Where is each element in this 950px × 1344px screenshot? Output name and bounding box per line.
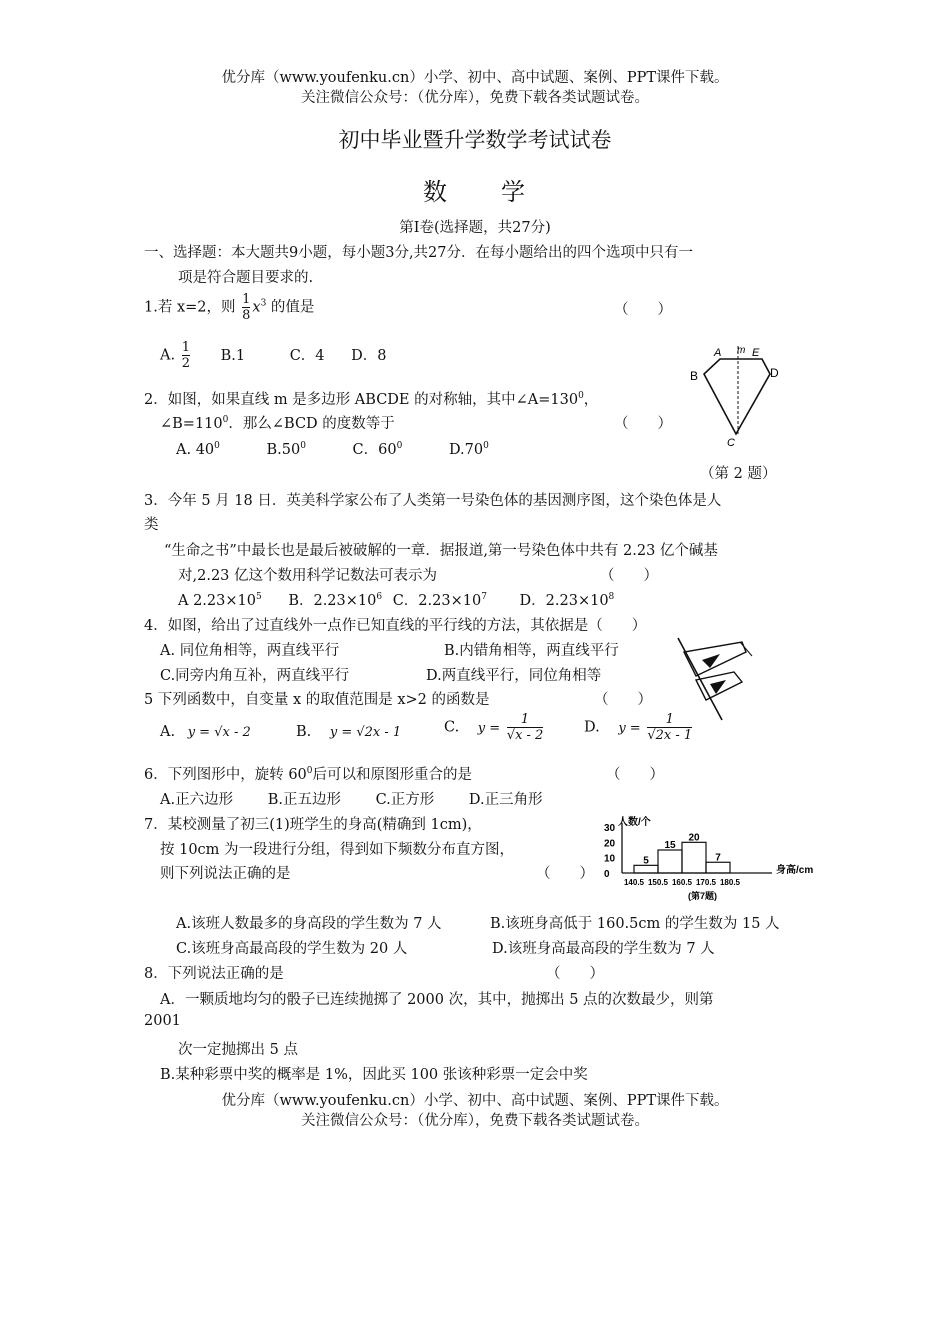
footer-line-2: 关注微信公众号：（优分库），免费下载各类试题试卷。 xyxy=(301,1113,649,1129)
question-7-line-3: 则下列说法正确的是 xyxy=(160,866,291,882)
q4-option-a: A. 同位角相等，两直线平行 xyxy=(160,643,340,659)
y-tick-label: 0 xyxy=(604,869,610,880)
q7-option-d: D.该班身高最高段的学生数为 7 人 xyxy=(492,941,715,957)
q3-options xyxy=(178,589,614,610)
x-tick-label: 180.5 xyxy=(719,878,741,887)
label-d: D xyxy=(770,366,779,380)
q6-answer-paren: （ ） xyxy=(606,767,664,783)
q6-option-d: D.正三角形 xyxy=(468,792,543,808)
q2-option-a: A. $40^0$ xyxy=(176,441,220,458)
x-tick-label: 160.5 xyxy=(671,878,693,887)
y-tick-label: 10 xyxy=(604,853,616,865)
q1-frac-num: 1 xyxy=(242,292,251,307)
q1-answer-paren: （ ） xyxy=(614,302,672,318)
histogram-bar xyxy=(706,862,730,873)
q8-option-a-line-3: 次一定抛掷出 5 点 xyxy=(178,1042,298,1058)
q5-option-a-expr: y = √x - 2 xyxy=(187,725,251,740)
q2-figure-caption: （第 2 题） xyxy=(700,466,777,482)
q1-prefix: 1.若 x=2，则 xyxy=(144,299,236,316)
q6-option-a: A.正六边形 xyxy=(160,792,234,808)
label-b: B xyxy=(690,369,699,383)
q2-line2-a: ∠B=110 xyxy=(160,416,223,432)
chart-caption: (第7题) xyxy=(688,891,717,901)
q1-frac-den: 8 xyxy=(242,308,251,323)
q5-option-b-label: B. xyxy=(296,724,312,740)
question-6-line-1 xyxy=(144,763,472,784)
page-title: 初中毕业暨升学数学考试试卷 xyxy=(338,128,612,152)
q5-answer-paren: （ ） xyxy=(594,692,652,708)
bar-value-label: 15 xyxy=(664,840,676,851)
q5-option-d-label: D. xyxy=(584,719,600,736)
question-7-line-1: 7．某校测量了初三(1)班学生的身高(精确到 1cm)， xyxy=(144,817,482,833)
histogram-bar xyxy=(658,850,682,873)
pentagon-shape xyxy=(704,359,770,434)
q2-option-b: $B.50^0$ xyxy=(266,441,306,458)
q5-option-c-num: 1 xyxy=(520,712,530,727)
question-2-line-2 xyxy=(160,412,395,433)
q5-option-d-num: 1 xyxy=(665,712,674,727)
q5-option-c-lhs: y = xyxy=(477,720,501,736)
q4-ruler-figure xyxy=(672,632,768,724)
question-3-line-2: 类 xyxy=(144,517,159,533)
q1-fraction xyxy=(242,292,250,323)
label-c: C xyxy=(727,437,735,449)
q5-option-a xyxy=(160,724,251,740)
q2-option-c: C．$60^0$ xyxy=(352,441,403,458)
label-e: E xyxy=(752,347,760,359)
q7-option-b: B.该班身高低于 160.5cm 的学生数为 15 人 xyxy=(490,916,780,932)
question-2-line-1 xyxy=(144,388,598,409)
q3-option-a: A $2.23\times 10^5$ xyxy=(178,592,262,609)
section-title: 第Ⅰ卷(选择题，共27分) xyxy=(399,220,551,236)
q4-option-b: B.内错角相等，两直线平行 xyxy=(444,643,619,659)
q6-option-b: B.正五边形 xyxy=(267,792,341,808)
q5-option-c-den: √x - 2 xyxy=(506,728,544,743)
q6-option-c: C.正方形 xyxy=(375,792,435,808)
q6-options xyxy=(160,788,543,809)
footer-line-1: 优分库（www.youfenku.cn）小学、初中、高中试题、案例、PPT课件下载。 xyxy=(221,1093,729,1109)
q6-line1-b: 后可以和原图形重合的是 xyxy=(312,767,473,783)
header-line-1: 优分库（www.youfenku.cn）小学、初中、高中试题、案例、PPT课件下载。 xyxy=(221,70,729,86)
y-tick-label: 20 xyxy=(604,838,616,850)
question-3-line-1: 3．今年 5 月 18 日．英美科学家公布了人类第一号染色体的基因测序图，这个染色体是人 xyxy=(144,493,722,509)
q1-option-a-num: 1 xyxy=(181,340,190,355)
q2-line1-end: ， xyxy=(583,392,599,408)
label-a: A xyxy=(714,347,722,359)
bar-value-label: 5 xyxy=(643,855,649,867)
question-5-line-1: 5 下列函数中，自变量 x 的取值范围是 x>2 的函数是 xyxy=(144,692,490,708)
x-tick-label: 140.5 xyxy=(623,878,645,887)
q8-option-a-line-1: A．一颗质地均匀的骰子已连续抛掷了 2000 次，其中，抛掷出 5 点的次数最少，则第 xyxy=(160,992,714,1008)
q3-answer-paren: （ ） xyxy=(600,568,658,584)
q7-option-a: A.该班人数最多的身高段的学生数为 7 人 xyxy=(176,916,442,932)
histogram-bar xyxy=(682,842,706,873)
q5-option-d xyxy=(584,712,694,743)
q5-option-c-label: C. xyxy=(444,719,460,736)
q8-option-a-line-2: 2001 xyxy=(144,1013,181,1029)
x-tick-label: 170.5 xyxy=(695,878,717,887)
q4-option-c: C.同旁内角互补，两直线平行 xyxy=(160,668,350,684)
q2-line1-sup: 0 xyxy=(578,391,584,402)
q1-option-a-den: 2 xyxy=(181,356,190,371)
q6-line1-a: 6．下列图形中，旋转 60 xyxy=(144,767,307,783)
q5-option-d-lhs: y = xyxy=(618,720,641,736)
question-8-line-1: 8．下列说法正确的是 xyxy=(144,966,284,982)
q2-options xyxy=(176,438,489,459)
q5-option-d-den: √2x - 1 xyxy=(647,728,693,743)
q1-suffix: 的值是 xyxy=(270,299,315,316)
q2-answer-paren: （ ） xyxy=(614,416,672,432)
subject-title: 数 学 xyxy=(423,178,527,206)
q3-option-c: C．$2.23\times 10^7$ xyxy=(392,592,487,609)
q1-options xyxy=(160,340,387,371)
y-axis-label: 人数/个 xyxy=(618,817,651,828)
instructions-line-1: 一、选择题：本大题共9小题，每小题3分,共27分．在每小题给出的四个选项中只有一 xyxy=(144,245,694,261)
bar-value-label: 7 xyxy=(715,852,721,864)
q5-option-c xyxy=(444,712,545,743)
q2-line1-text: 2．如图，如果直线 m 是多边形 ABCDE 的对称轴，其中∠A=130 xyxy=(144,392,579,408)
q6-line1-sup: 0 xyxy=(306,766,313,777)
label-m: m xyxy=(737,345,746,356)
q8-answer-paren: （ ） xyxy=(546,966,604,982)
q5-option-c-fraction xyxy=(507,712,544,743)
question-3-line-4: 对,2.23 亿这个数用科学记数法可表示为 xyxy=(178,568,438,584)
q2-pentagon-figure xyxy=(682,340,802,450)
q7-histogram xyxy=(600,815,818,905)
header-line-2: 关注微信公众号：（优分库），免费下载各类试题试卷。 xyxy=(301,90,649,106)
q5-option-b xyxy=(296,724,401,740)
q1-exp: 3 xyxy=(260,298,267,309)
q1-option-a-label: A. xyxy=(160,347,176,364)
question-1 xyxy=(144,292,314,323)
q1-var: x xyxy=(252,299,261,316)
q7-answer-paren: （ ） xyxy=(536,866,594,882)
question-4-line-1: 4．如图，给出了过直线外一点作已知直线的平行线的方法，其依据是（ ） xyxy=(144,618,647,634)
q2-line2-b: ．那么∠BCD 的度数等于 xyxy=(228,416,395,432)
question-7-line-2: 按 10cm 为一段进行分组，得到如下频数分布直方图， xyxy=(160,842,515,858)
q8-option-b: B.某种彩票中奖的概率是 1%，因此买 100 张该种彩票一定会中奖 xyxy=(160,1067,588,1083)
q2-option-d: $D.70^0$ xyxy=(448,441,489,458)
instructions-line-2: 项是符合题目要求的. xyxy=(178,270,314,286)
x-axis-label: 身高/cm xyxy=(776,865,814,876)
q5-option-a-label: A. xyxy=(160,724,176,740)
q3-option-d: D．$2.23\times 10^8$ xyxy=(519,592,615,609)
histogram-bar xyxy=(634,865,658,873)
q5-option-d-fraction xyxy=(647,712,692,743)
bar-value-label: 20 xyxy=(688,832,700,844)
x-tick-label: 150.5 xyxy=(647,878,669,887)
question-3-line-3: “生命之书”中最长也是最后被破解的一章．据报道,第一号染色体中共有 2.23 亿个碱基 xyxy=(164,543,718,559)
q1-option-d: D．8 xyxy=(351,347,387,364)
q1-option-b: B.1 xyxy=(220,347,246,364)
q4-option-d: D.两直线平行，同位角相等 xyxy=(426,668,602,684)
q5-option-b-expr: y = √2x - 1 xyxy=(329,725,402,740)
q1-option-a-fraction xyxy=(182,340,190,371)
q3-option-b: B．$2.23\times 10^6$ xyxy=(288,592,383,609)
q1-option-c: C．4 xyxy=(289,347,325,364)
q7-option-c: C.该班身高最高段的学生数为 20 人 xyxy=(176,941,408,957)
y-tick-label: 30 xyxy=(604,823,616,834)
q2-line2-sup: 0 xyxy=(222,415,229,426)
